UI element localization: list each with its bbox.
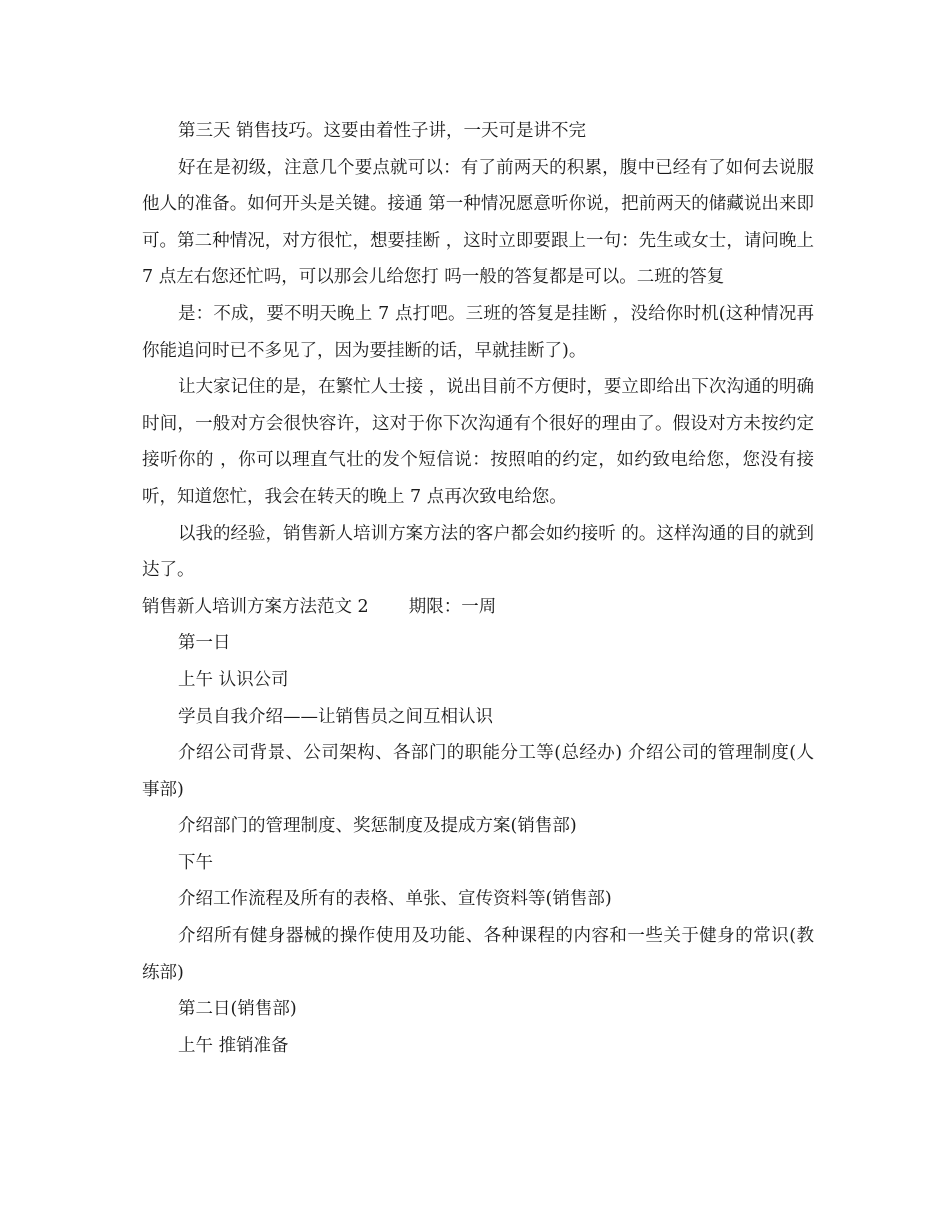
schedule-department-rules: 介绍部门的管理制度、奖惩制度及提成方案(销售部) [178,816,577,837]
schedule-morning-company: 上午 认识公司 [178,669,289,690]
schedule-company-background: 介绍公司背景、公司架构、各部门的职能分工等(总经办) 介绍公司的管理制度(人事部) [142,743,814,800]
paragraph-opening-tips: 好在是初级，注意几个要点就可以：有了前两天的积累，腹中已经有了如何去说服他人的准备。如何开头是关键。接通 第一种情况愿意听你说，把前两天的储藏说出来即可。第二种情况，对方很忙，想要挂断 ，这时立即要跟上一句：先生或女士，请问晚上 7 点左右您还忙吗，可以那会儿给您打 吗一般的答复都是可以。二班的答复 [142,157,814,288]
schedule-self-intro: 学员自我介绍——让销售员之间互相认识 [178,706,493,727]
section-heading [142,589,814,626]
schedule-workflow: 介绍工作流程及所有的表格、单张、宣传资料等(销售部) [178,889,612,910]
schedule-afternoon: 下午 [178,852,213,873]
section-title: 销售新人培训方案方法范文 2 [142,596,369,617]
paragraph-class-replies: 是：不成，要不明天晚上 7 点打吧。三班的答复是挂断 ，没给你时机(这种情况再你能追问时已不多见了，因为要挂断的话，早就挂断了)。 [142,303,814,361]
paragraph-day-three: 第三天 销售技巧。这要由着性子讲，一天可是讲不完 [178,121,587,141]
schedule-day-one: 第一日 [178,633,231,654]
schedule-morning-prep: 上午 推销准备 [178,1035,289,1056]
section-duration: 期限：一周 [408,596,497,617]
schedule-day-two: 第二日(销售部) [178,999,297,1020]
paragraph-busy-people: 让大家记住的是，在繁忙人士接 ，说出目前不方便时，要立即给出下次沟通的明确时间，一般对方会很快容许，这对于你下次沟通有个很好的理由了。假设对方未按约定接听你的 ，你可以理直气壮的发个短信说：按照咱的约定，如约致电给您，您没有接听，知道您忙，我会在转天的晚上 7 点再次致电给您。 [142,377,814,507]
paragraph-experience: 以我的经验，销售新人培训方案方法的客户都会如约接听 的。这样沟通的目的就到达了。 [142,523,814,581]
document-body [142,113,814,1064]
schedule-equipment: 介绍所有健身器械的操作使用及功能、各种课程的内容和一些关于健身的常识(教练部) [142,926,814,983]
